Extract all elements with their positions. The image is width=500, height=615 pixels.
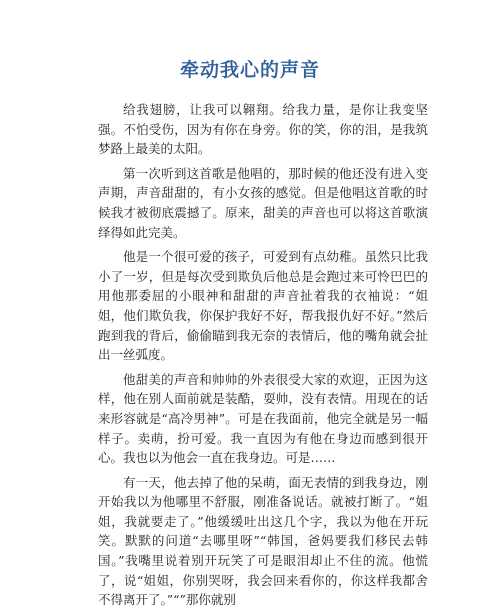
- paragraph-3: 他是一个很可爱的孩子，可爱到有点幼稚。虽然只比我小了一岁，但是每次受到欺负后他总是会跑过来可怜巴巴的用他那委屈的小眼神和甜甜的声音扯着我的衣袖说：“姐姐，他们欺负我，你保护我好不好，帮我报仇好不好。”然后跑到我的背后，偷偷瞄到我无奈的表情后，他的嘴角就会扯出一丝弧度。: [98, 249, 428, 363]
- paragraph-5: 有一天，他去掉了他的呆萌，面无表情的到我身边，刚开始我以为他哪里不舒服，刚准备说话。就被打断了。“姐姐，我就要走了。”他缓缓吐出这几个字，我以为他在开玩笑。默默的问道“去哪里呀”“韩国，爸妈要我们移民去韩国。”我嘴里说着别开玩笑了可是眼泪却止不住的流。他慌了，说“姐姐，你别哭呀，我会回来看你的，你这样我都舍不得离开了。”“”那你就别: [98, 474, 428, 608]
- document-title: 牵动我心的声音: [179, 59, 320, 81]
- document-body: [98, 100, 428, 615]
- paragraph-4: 他甜美的声音和帅帅的外表很受大家的欢迎，正因为这样，他在别人面前就是装酷，耍帅，没有表情。用现在的话来形容就是“高冷男神”。可是在我面前，他完全就是另一幅样子。卖萌，扮可爱。我一直因为有他在身边而感到很开心。我也以为他会一直在我身边。可是……: [98, 371, 428, 466]
- paragraph-1: 给我翅膀，让我可以翱翔。给我力量，是你让我变坚强。不怕受伤，因为有你在身旁。你的笑，你的泪，是我筑梦路上最美的太阳。: [98, 102, 428, 157]
- paragraph-2: 第一次听到这首歌是他唱的，那时候的他还没有进入变声期，声音甜甜的，有小女孩的感觉。但是他唱这首歌的时候我才被彻底震撼了。原来，甜美的声音也可以将这首歌演绎得如此完美。: [98, 165, 428, 240]
